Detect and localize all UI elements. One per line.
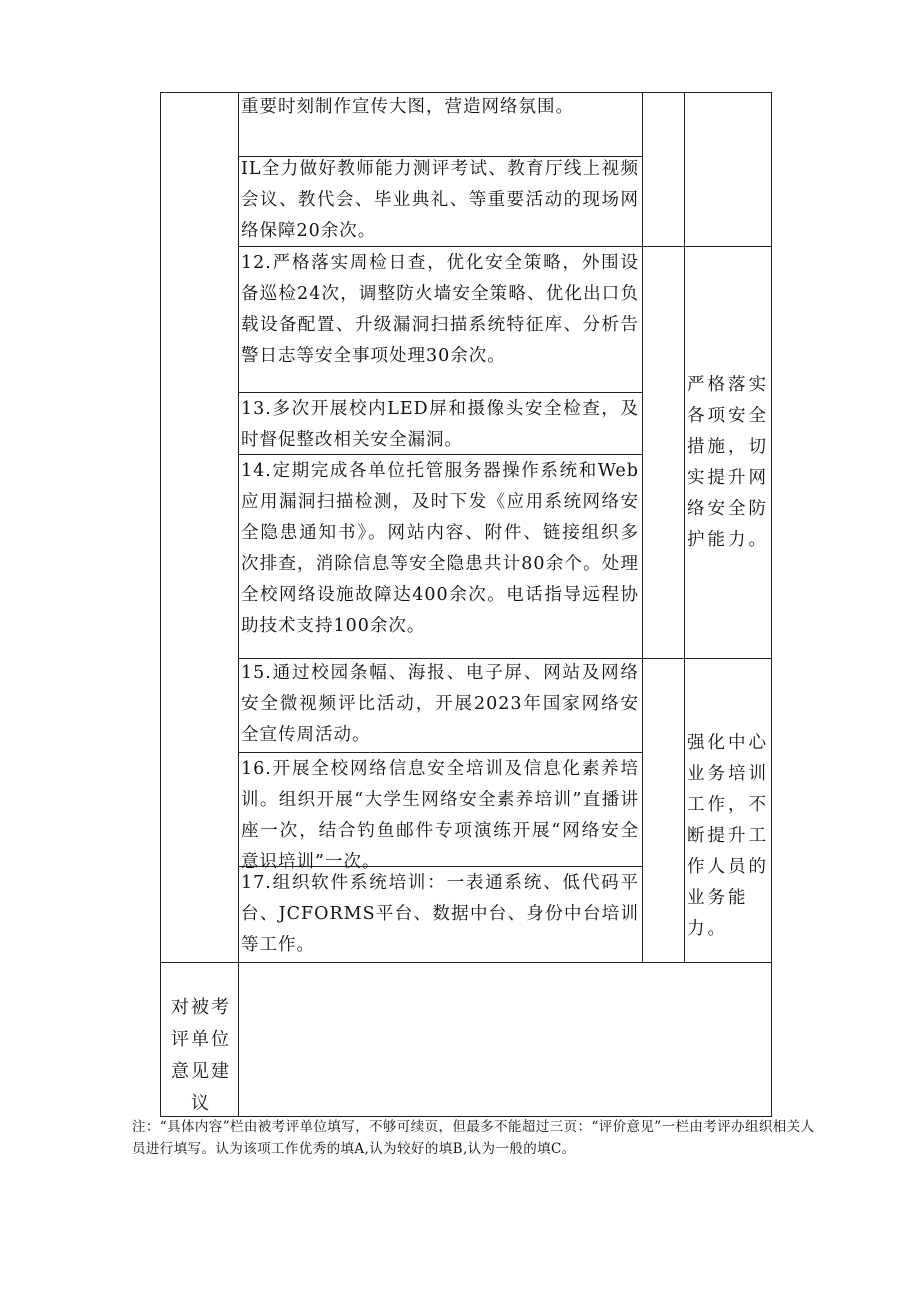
opinion-label: 对被考评单位意见建议 — [171, 997, 231, 1114]
content-cell: 14.定期完成各单位托管服务器操作系统和Web应用漏洞扫描检测，及时下发《应用系统网络安全隐患通知书》。网站内容、附件、链接组织多次排查，消除信息等安全隐患共计80余个。处理全校网络设施故障达400余次。电话指导远程协助技术支持100余次。 — [241, 461, 639, 636]
column-divider-content-right — [642, 92, 643, 962]
content-cell: 16.开展全校网络信息安全培训及信息化素养培训。组织开展“大学生网络安全素养培训”直播讲座一次，结合钓鱼邮件专项演练开展“网络安全意识培训”一次。 — [241, 759, 639, 872]
content-cell: 13.多次开展校内LED屏和摄像头安全检查，及时督促整改相关安全漏洞。 — [241, 399, 639, 450]
content-cell: 15.通过校园条幅、海报、电子屏、网站及网络安全微视频评比活动，开展2023年国家网络安全宣传周活动。 — [241, 663, 639, 745]
goal-cell: 强化中心业务培训工作，不断提升工作人员的业务能力。 — [687, 733, 769, 939]
content-cell: IL全力做好教师能力测评考试、教育厅线上视频会议、教代会、毕业典礼、等重要活动的现场网络保障20余次。 — [241, 159, 639, 241]
column-divider-goal-left — [684, 92, 685, 962]
content-cell: 17.组织软件系统培训：一表通系统、低代码平台、JCFORMS平台、数据中台、身份中台培训等工作。 — [241, 873, 639, 955]
content-cell: 12.严格落实周检日查，优化安全策略，外围设备巡检24次，调整防火墙安全策略、优化出口负载设备配置、升级漏洞扫描系统特征库、分析告警日志等安全事项处理30余次。 — [241, 253, 639, 366]
content-cell: 重要时刻制作宣传大图，营造网络氛围。 — [241, 97, 574, 117]
row-divider-3 — [238, 392, 642, 393]
goal-cell: 严格落实各项安全措施，切实提升网络安全防护能力。 — [687, 375, 769, 550]
table-border-left — [160, 92, 161, 1117]
row-divider-opinion — [160, 962, 772, 963]
footnote: 注：“具体内容”栏由被考评单位填写，不够可续页，但最多不能超过三页：“评价意见”一栏由考评办组织相关人员进行填写。认为该项工作优秀的填A,认为较好的填B,认为一般的填C。 — [132, 1119, 815, 1157]
row-divider-6 — [238, 752, 642, 753]
